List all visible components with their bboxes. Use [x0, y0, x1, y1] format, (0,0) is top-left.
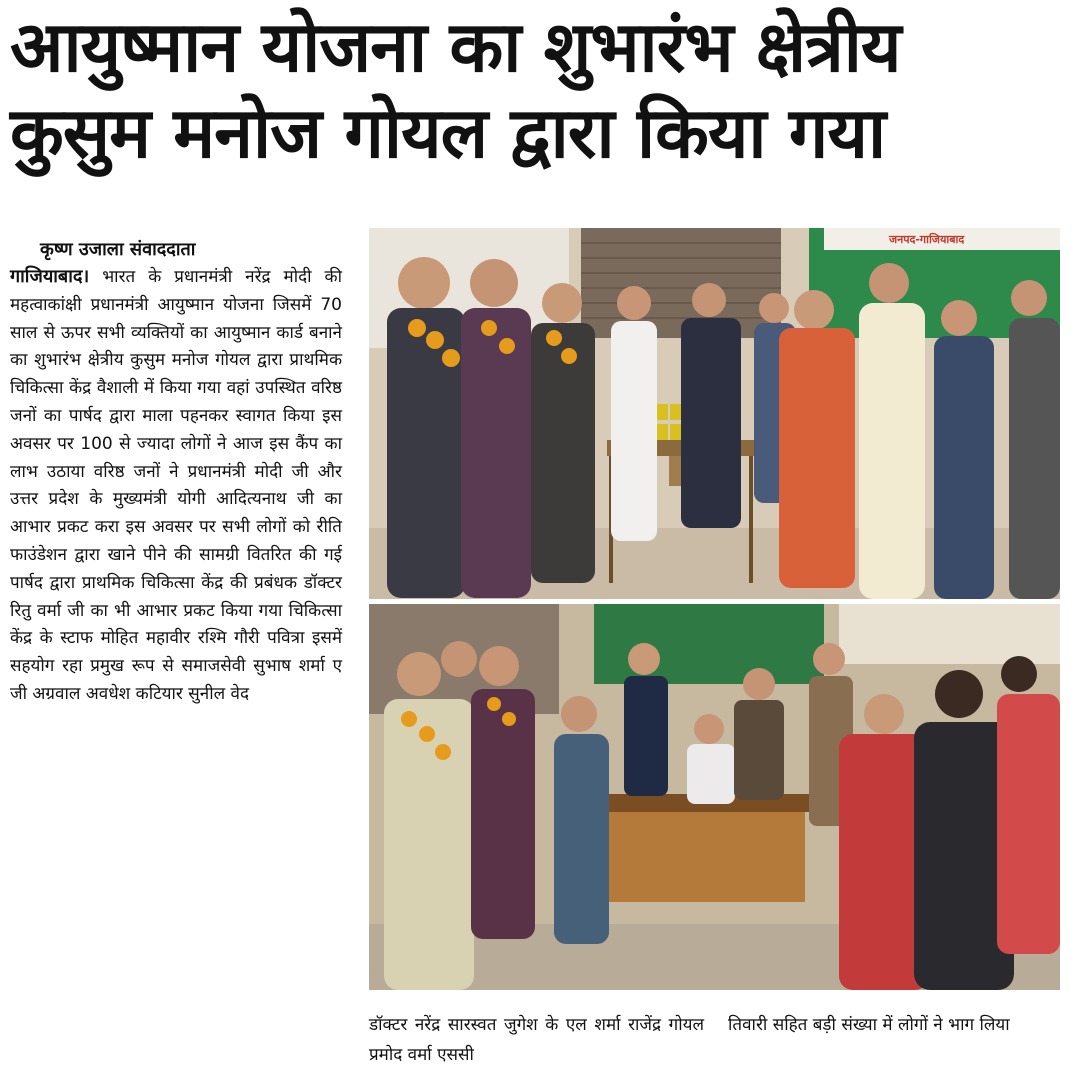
article-column-2: डॉक्टर नरेंद्र सारस्वत जुगेश के एल शर्मा राजेंद्र गोयल प्रमोद वर्मा एससी [369, 1015, 704, 1065]
photo-1-sign: जनपद-गाजियाबाद [889, 233, 965, 246]
headline-line-1: आयुष्मान योजना का शुभारंभ क्षेत्रीय [10, 6, 901, 88]
event-photo-1 [369, 228, 1060, 599]
article-text-col1: भारत के प्रधानमंत्री नरेंद्र मोदी की महत्वाकांक्षी प्रधानमंत्री आयुष्मान योजना जिसमें 70 साल से ऊपर सभी व्यक्तियों का आयुष्मान कार्ड बनाने का शुभारंभ क्षेत्रीय कुसुम मनोज गोयल द्वारा प्राथमिक चिकित्सा केंद्र वैशाली में किया गया वहां उपस्थित वरिष्ठ जनों का पार्षद द्वारा माला पहनकर स्वागत किया इस अवसर पर 100 से ज्यादा लोगों ने आज इस कैंप का लाभ उठाया वरिष्ठ जनों ने प्रधानमंत्री मोदी जी और उत्तर प्रदेश के मुख्यमंत्री योगी आदित्यनाथ जी का आभार प्रकट करा इस अवसर पर सभी लोगों को रीति फाउंडेशन द्वारा खाने पीने की सामग्री वितरित की गई पार्षद द्वारा प्राथमिक चिकित्सा केंद्र की प्रबंधक डॉक्टर रितु वर्मा जी का भी आभार प्रकट किया गया चिकित्सा केंद्र के स्टाफ मोहित महावीर रश्मि गौरी पवित्रा इसमें सहयोग रहा प्रमुख रूप से समाजसेवी सुभाष शर्मा ए जी अग्रवाल अवधेश कटियार सुनील वेद [10, 267, 342, 704]
photo-2-illustration [369, 604, 1060, 990]
byline: कृष्ण उजाला संवाददाता [40, 239, 196, 260]
article-column-1 [10, 236, 342, 709]
headline-line-2: कुसुम मनोज गोयल द्वारा किया गया [10, 92, 886, 174]
article-column-3: तिवारी सहित बड़ी संख्या में लोगों ने भाग लिया [728, 1015, 1010, 1035]
dateline: गाजियाबाद। [10, 266, 90, 287]
photo-1-illustration [369, 228, 1060, 599]
headline [10, 4, 1070, 176]
article-body-col1 [10, 263, 342, 709]
event-photo-2 [369, 604, 1060, 990]
